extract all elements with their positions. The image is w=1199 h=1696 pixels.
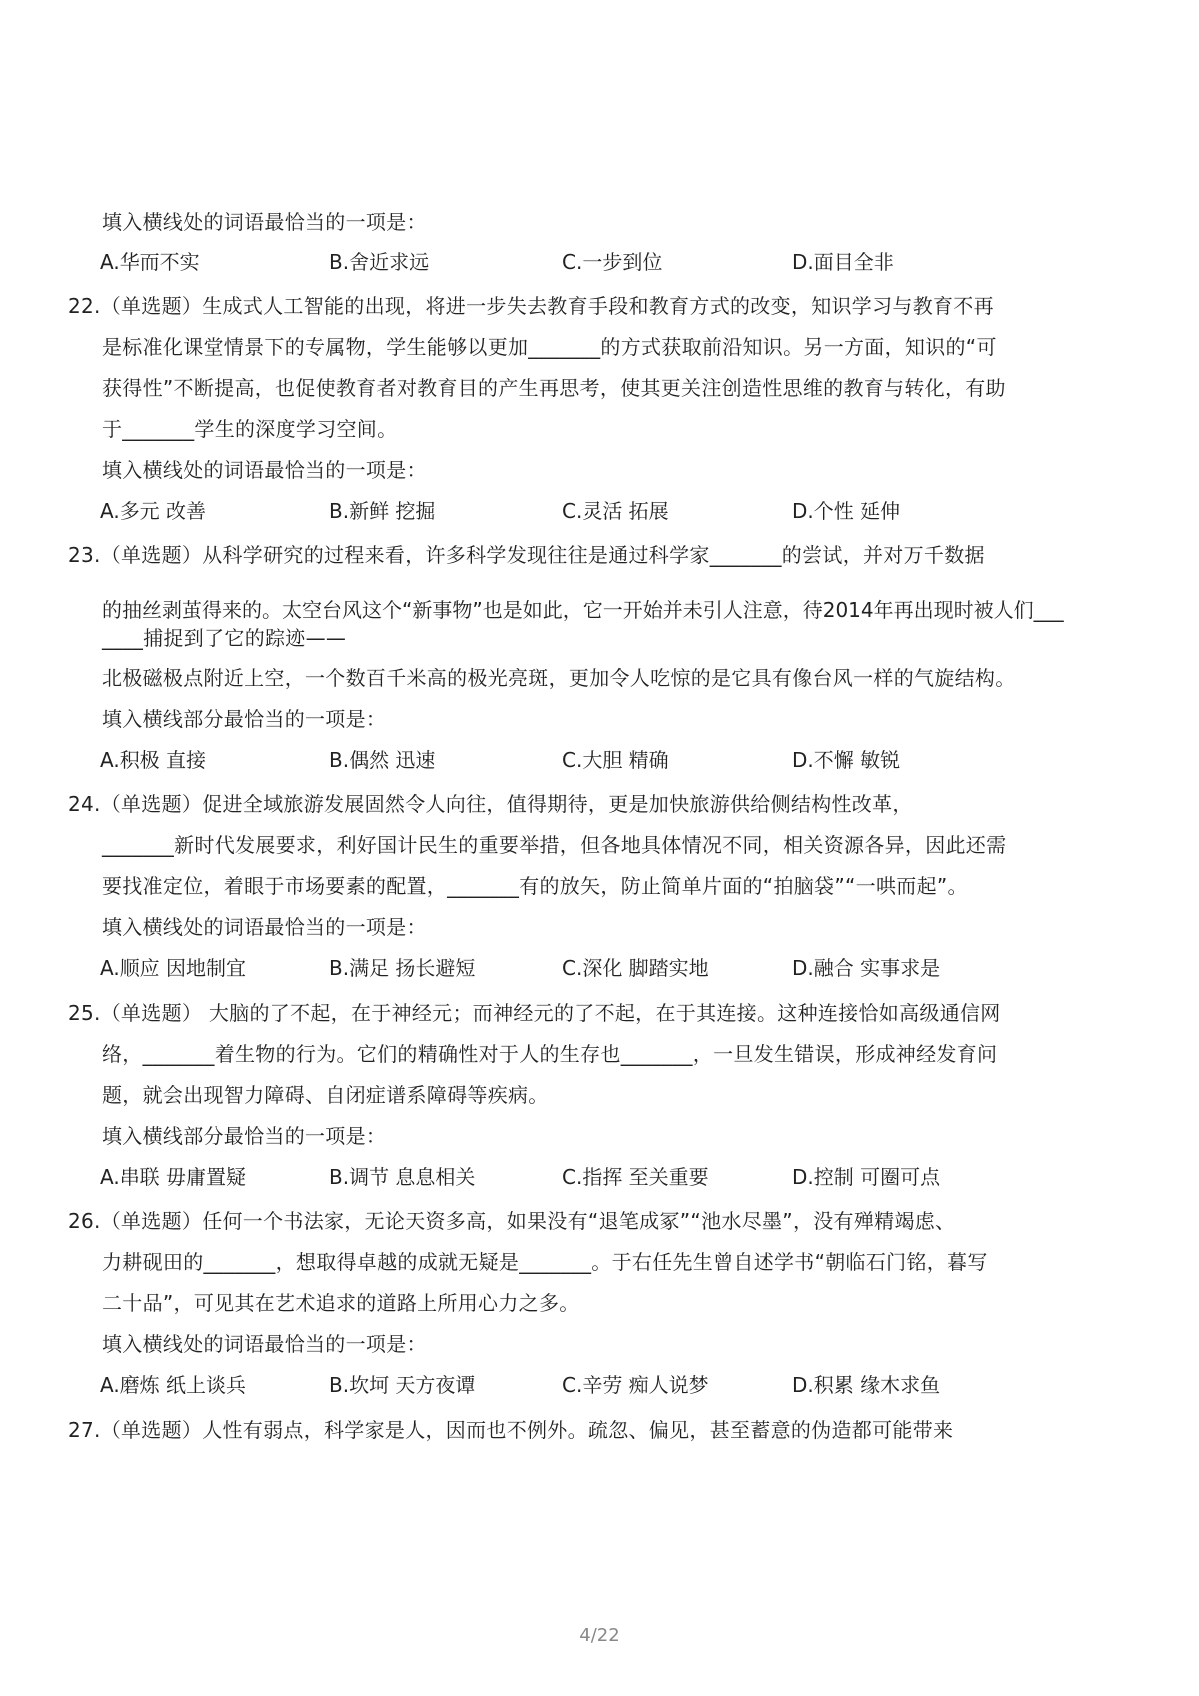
q26-stem-line: 二十品”，可见其在艺术追求的道路上所用心力之多。	[102, 1291, 580, 1315]
q21-option-c: C.一步到位	[562, 250, 663, 274]
q24-stem-line: 要找准定位，着眼于市场要素的配置，_______有的放矢，防止简单片面的“拍脑袋”“一哄而起”。	[102, 874, 968, 898]
q23-option-b: B.偶然 迅速	[329, 748, 436, 772]
q22-option-c: C.灵活 拓展	[562, 499, 669, 523]
q24-stem-line: _______新时代发展要求，利好国计民生的重要举措，但各地具体情况不同，相关资源各异，因此还需	[102, 833, 1007, 857]
q25-option-b: B.调节 息息相关	[329, 1165, 476, 1189]
q25-option-c: C.指挥 至关重要	[562, 1165, 709, 1189]
q24-option-d: D.融合 实事求是	[792, 956, 941, 980]
q23-stem-line: 的抽丝剥茧得来的。太空台风这个“新事物”也是如此，它一开始并未引人注意，待2014年再出现时被人们___	[102, 598, 1064, 622]
q24-prompt: 填入横线处的词语最恰当的一项是：	[102, 915, 427, 939]
q25-stem-line: 25.（单选题） 大脑的了不起，在于神经元；而神经元的了不起，在于其连接。这种连接恰如高级通信网	[68, 1001, 1001, 1025]
q22-stem-line: 于_______学生的深度学习空间。	[102, 417, 398, 441]
page-number: 4/22	[579, 1625, 620, 1646]
q23-option-a: A.积极 直接	[100, 748, 207, 772]
q23-stem-line: 23.（单选题）从科学研究的过程来看，许多科学发现往往是通过科学家_______的尝试，并对万千数据	[68, 543, 985, 567]
q22-stem-line: 获得性”不断提高，也促使教育者对教育目的产生再思考，使其更关注创造性思维的教育与转化，有助	[102, 376, 1006, 400]
q26-option-b: B.坎坷 天方夜谭	[329, 1373, 476, 1397]
q25-stem-line: 题，就会出现智力障碍、自闭症谱系障碍等疾病。	[102, 1083, 549, 1107]
q21-option-a: A.华而不实	[100, 250, 200, 274]
q25-option-a: A.串联 毋庸置疑	[100, 1165, 247, 1189]
q26-stem-line: 力耕砚田的_______，想取得卓越的成就无疑是_______。于右任先生曾自述学书“朝临石门铭，暮写	[102, 1250, 988, 1274]
q23-stem-line: ____捕捉到了它的踪迹——	[102, 626, 347, 650]
q21-option-d: D.面目全非	[792, 250, 894, 274]
q25-option-d: D.控制 可圈可点	[792, 1165, 941, 1189]
q22-option-d: D.个性 延伸	[792, 499, 901, 523]
q26-option-c: C.辛劳 痴人说梦	[562, 1373, 709, 1397]
q26-prompt: 填入横线处的词语最恰当的一项是：	[102, 1332, 427, 1356]
q22-option-b: B.新鲜 挖掘	[329, 499, 436, 523]
q23-prompt: 填入横线部分最恰当的一项是：	[102, 707, 387, 731]
q22-option-a: A.多元 改善	[100, 499, 207, 523]
q23-stem-line: 北极磁极点附近上空，一个数百千米高的极光亮斑，更加令人吃惊的是它具有像台风一样的气旋结构。	[102, 666, 1016, 690]
q25-prompt: 填入横线部分最恰当的一项是：	[102, 1124, 387, 1148]
q26-stem-line: 26.（单选题）任何一个书法家，无论天资多高，如果没有“退笔成冢”“池水尽墨”，没有殚精竭虑、	[68, 1209, 956, 1233]
q26-option-d: D.积累 缘木求鱼	[792, 1373, 941, 1397]
q22-stem-line: 是标准化课堂情景下的专属物，学生能够以更加_______的方式获取前沿知识。另一方面，知识的“可	[102, 335, 997, 359]
q27-stem-line: 27.（单选题）人性有弱点，科学家是人，因而也不例外。疏忽、偏见，甚至蓄意的伪造都可能带来	[68, 1418, 954, 1442]
q26-option-a: A.磨炼 纸上谈兵	[100, 1373, 247, 1397]
q21-prompt: 填入横线处的词语最恰当的一项是：	[102, 210, 427, 234]
q25-stem-line: 络，_______着生物的行为。它们的精确性对于人的生存也_______，一旦发生错误，形成神经发育问	[102, 1042, 998, 1066]
q22-prompt: 填入横线处的词语最恰当的一项是：	[102, 458, 427, 482]
q24-stem-line: 24.（单选题）促进全域旅游发展固然令人向往，值得期待，更是加快旅游供给侧结构性改革，	[68, 792, 913, 816]
q23-option-d: D.不懈 敏锐	[792, 748, 901, 772]
q24-option-a: A.顺应 因地制宜	[100, 956, 247, 980]
q22-stem-line: 22.（单选题）生成式人工智能的出现，将进一步失去教育手段和教育方式的改变，知识学习与教育不再	[68, 294, 994, 318]
q21-option-b: B.舍近求远	[329, 250, 430, 274]
q24-option-b: B.满足 扬长避短	[329, 956, 476, 980]
q23-option-c: C.大胆 精确	[562, 748, 669, 772]
q24-option-c: C.深化 脚踏实地	[562, 956, 709, 980]
